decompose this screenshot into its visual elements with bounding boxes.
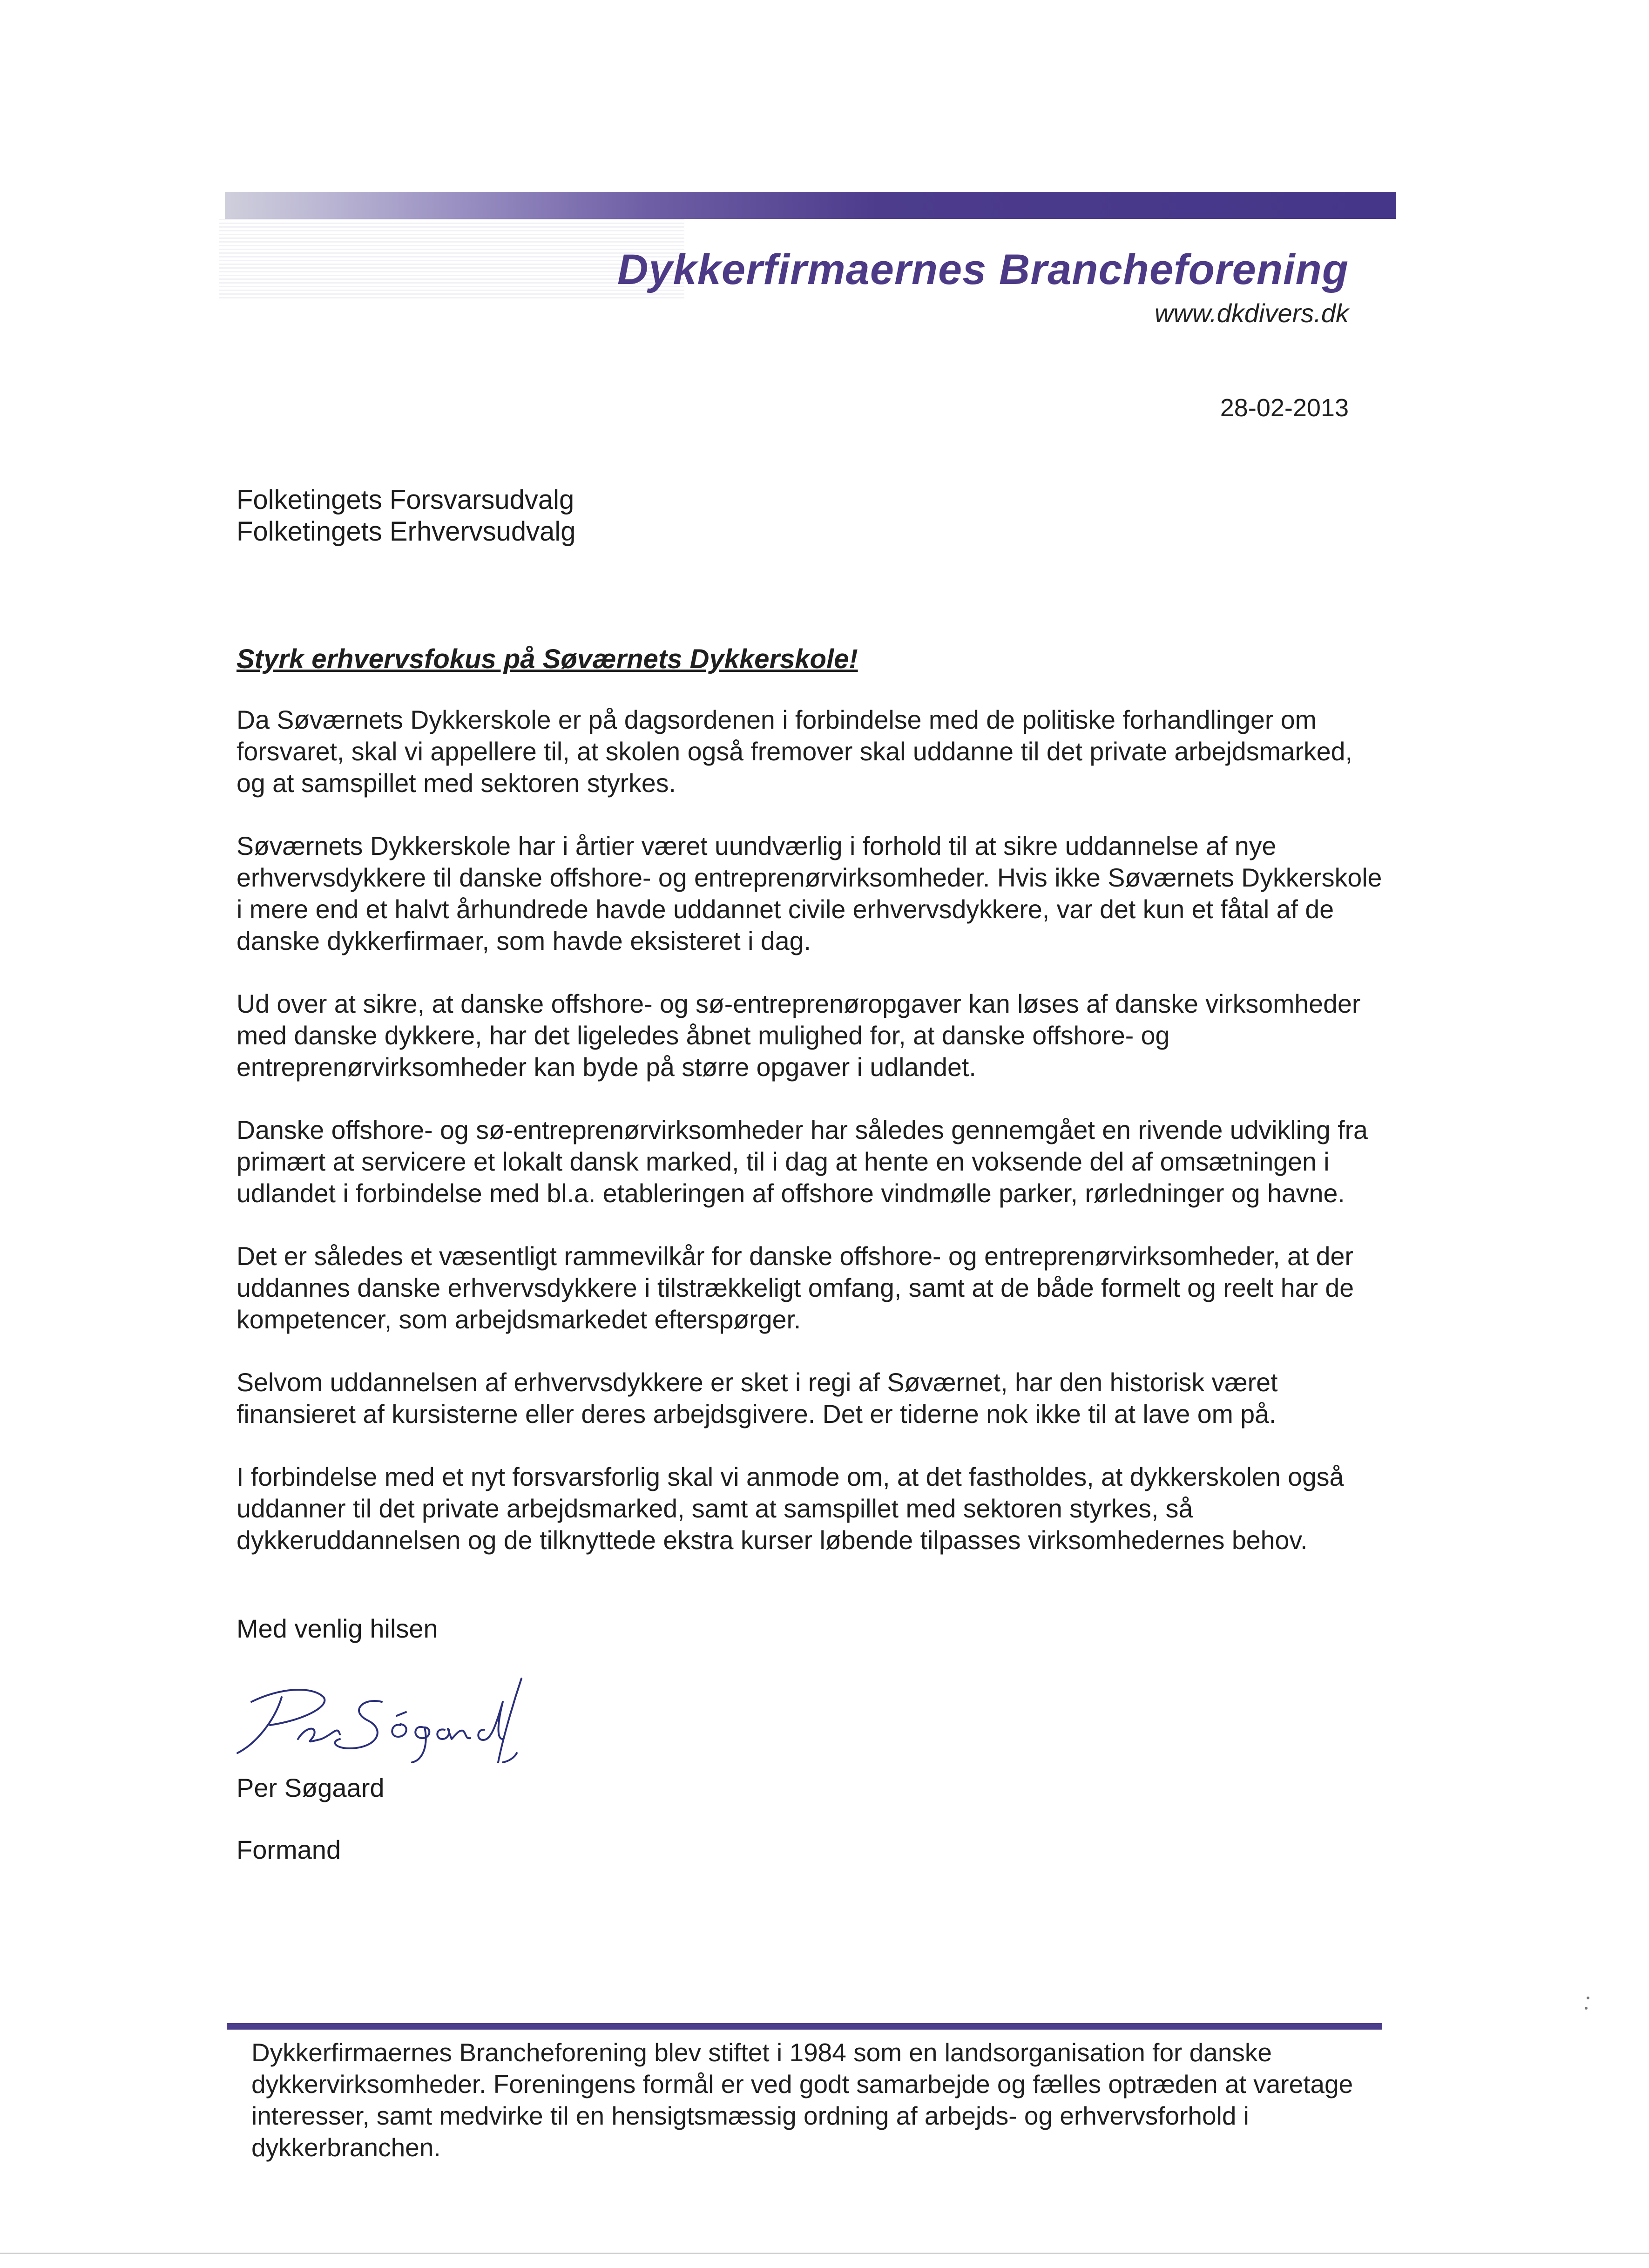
closing-salutation: Med venlig hilsen <box>237 1614 438 1643</box>
body-paragraph: I forbindelse med et nyt forsvarsforlig skal vi anmode om, at det fastholdes, at dykkerskolen også uddanner til det private arbejdsmarked, samt at samspillet med sektoren styrkes, så dykkeruddannelsen og de tilknyttede ekstra kurser løbende tilpasses virksomhedernes behov. <box>237 1462 1344 1555</box>
organization-url: www.dkdivers.dk <box>1154 298 1349 328</box>
letter-body <box>237 704 1386 1587</box>
letterhead-bar <box>225 192 1396 219</box>
scan-edge-line <box>0 2253 1649 2254</box>
footer-description: Dykkerfirmaernes Brancheforening blev stiftet i 1984 som en landsorganisation for danske dykkervirksomheder. Foreningens formål er ved godt samarbejde og fælles optræden at varetage interesser, samt medvirke til en hensigtsmæssig ordning af arbejds- og erhvervsforhold i dykkerbranchen. <box>251 2038 1353 2162</box>
body-paragraph: Da Søværnets Dykkerskole er på dagsordenen i forbindelse med de politiske forhandlinger om forsvaret, skal vi appellere til, at skolen også fremover skal uddanne til det private arbejdsmarked, og at samspillet med sektoren styrkes. <box>237 705 1352 798</box>
signer-name: Per Søgaard <box>237 1773 385 1802</box>
handwritten-signature <box>223 1669 559 1767</box>
body-paragraph: Søværnets Dykkerskole har i årtier været uundværlig i forhold til at sikre uddannelse af nye erhvervsdykkere til danske offshore- og entreprenørvirksomheder. Hvis ikke Søværnets Dykkerskole i mere end et halvt århundrede havde uddannet civile erhvervsdykkere, var det kun et fåtal af de danske dykkerfirmaer, som havde eksisteret i dag. <box>237 832 1382 955</box>
recipient-block <box>237 484 576 548</box>
recipient-line: Folketingets Erhvervsudvalg <box>237 516 576 547</box>
body-paragraph: Det er således et væsentligt rammevilkår for danske offshore- og entreprenørvirksomheder, at der uddannes danske erhvervsdykkere i tilstrækkeligt omfang, samt at de både formelt og reelt har de kompetencer, som arbejdsmarkedet efterspørger. <box>237 1242 1354 1334</box>
scan-speck <box>1587 1997 1589 1999</box>
footer-divider <box>227 2023 1382 2030</box>
organization-name: Dykkerfirmaernes Brancheforening <box>617 246 1349 293</box>
body-paragraph: Ud over at sikre, at danske offshore- og sø-entreprenøropgaver kan løses af danske virksomheder med danske dykkere, har det ligeledes åbnet mulighed for, at danske offshore- og entreprenørvirksomheder kan byde på større opgaver i udlandet. <box>237 989 1361 1082</box>
letter-date: 28-02-2013 <box>1220 394 1349 422</box>
scan-speck <box>1585 2007 1588 2010</box>
letterhead-shading <box>219 219 684 300</box>
recipient-line: Folketingets Forsvarsudvalg <box>237 485 574 515</box>
body-paragraph: Selvom uddannelsen af erhvervsdykkere er sket i regi af Søværnet, har den historisk været finansieret af kursisterne eller deres arbejdsgivere. Det er tiderne nok ikke til at lave om på. <box>237 1368 1278 1429</box>
signer-title: Formand <box>237 1835 341 1864</box>
body-paragraph: Danske offshore- og sø-entreprenørvirksomheder har således gennemgået en rivende udvikling fra primært at servicere et lokalt dansk marked, til i dag at hente en voksende del af omsætningen i udlandet i forbindelse med bl.a. etableringen af offshore vindmølle parker, rørledninger og havne. <box>237 1116 1368 1208</box>
letter-subject: Styrk erhvervsfokus på Søværnets Dykkerskole! <box>237 644 858 674</box>
